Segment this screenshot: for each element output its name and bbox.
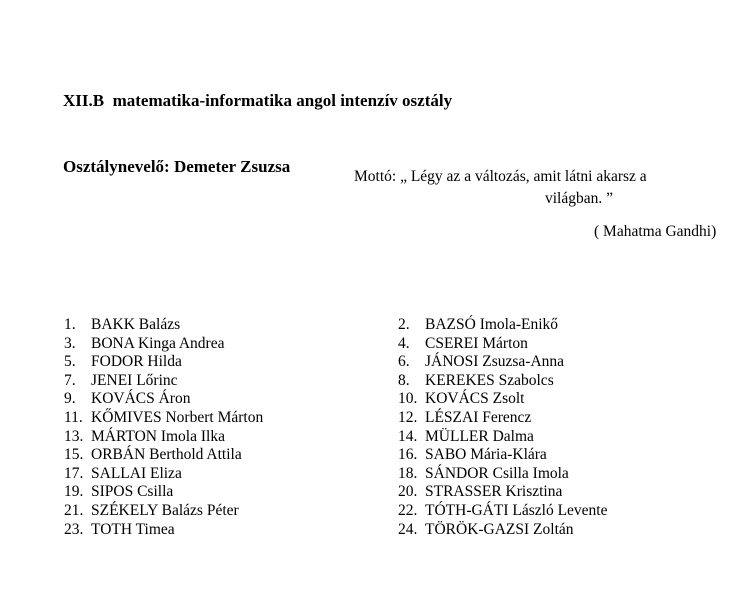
list-item [398,446,607,465]
list-item [64,409,263,428]
student-name: MÜLLER Dalma [425,427,534,445]
motto-line-2: világban. ” [545,190,614,207]
list-item [64,390,263,409]
student-name: ORBÁN Berthold Attila [91,446,242,464]
list-item-number: 17. [64,464,84,482]
list-item-number: 7. [64,371,76,389]
student-name: KŐMIVES Norbert Márton [91,408,264,426]
list-item [64,428,263,447]
list-item [398,465,607,484]
student-list-right [398,316,607,539]
student-name: STRASSER Krisztina [425,483,563,501]
list-item [64,502,263,521]
motto-attribution: ( Mahatma Gandhi) [594,223,717,240]
list-item-number: 24. [398,520,418,538]
list-item [64,465,263,484]
list-item [64,353,263,372]
student-name: TÖRÖK-GAZSI Zoltán [425,520,574,538]
list-item-number: 20. [398,483,418,501]
list-item-number: 19. [64,483,84,501]
student-name: SZÉKELY Balázs Péter [91,501,239,519]
list-item-number: 10. [398,390,418,408]
student-name: BAKK Balázs [91,316,181,333]
list-item-number: 3. [64,334,76,352]
student-name: SABO Mária-Klára [425,446,547,464]
student-name: LÉSZAI Ferencz [425,408,532,426]
list-item [398,521,607,540]
student-name: SÁNDOR Csilla Imola [425,464,569,482]
list-item-number: 9. [64,390,76,408]
list-item [64,372,263,391]
student-name: JÁNOSI Zsuzsa-Anna [425,353,565,371]
list-item [398,390,607,409]
list-item [64,483,263,502]
list-item-number: 2. [398,316,410,333]
list-item-number: 12. [398,408,418,426]
student-name: BONA Kinga Andrea [91,334,225,352]
student-name: SALLAI Eliza [91,464,182,482]
class-title: XII.B matematika-informatika angol intenzív osztály [63,91,453,110]
class-teacher-line: Osztálynevelő: Demeter Zsuzsa [63,157,291,176]
student-name: MÁRTON Imola Ilka [91,427,225,445]
student-name: JENEI Lőrinc [91,371,178,389]
list-item [64,446,263,465]
student-name: KEREKES Szabolcs [425,371,554,389]
student-name: CSEREI Márton [425,334,528,352]
student-name: TOTH Timea [91,520,175,538]
list-item-number: 13. [64,427,84,445]
student-name: TÓTH-GÁTI László Levente [425,501,608,519]
student-name: BAZSÓ Imola-Enikő [425,316,559,333]
student-name: SIPOS Csilla [91,483,174,501]
student-name: FODOR Hilda [91,353,182,371]
student-name: KOVÁCS Áron [91,390,191,408]
motto-line-1: Mottó: „ Légy az a változás, amit látni akarsz a [354,168,647,185]
list-item-number: 1. [64,316,76,333]
list-item [398,353,607,372]
list-item-number: 11. [64,408,83,426]
list-item [64,335,263,354]
list-item-number: 8. [398,371,410,389]
list-item-number: 15. [64,446,84,464]
list-item-number: 14. [398,427,418,445]
list-item-number: 4. [398,334,410,352]
list-item [398,335,607,354]
list-item-number: 5. [64,353,76,371]
list-item [398,372,607,391]
student-list-left [64,316,263,539]
document-header [63,46,452,222]
list-item [64,521,263,540]
list-item-number: 22. [398,501,418,519]
list-item-number: 16. [398,446,418,464]
list-item [398,409,607,428]
list-item [398,316,607,335]
list-item-number: 18. [398,464,418,482]
list-item [398,502,607,521]
list-item [398,428,607,447]
list-item [64,316,263,335]
list-item [398,483,607,502]
list-item-number: 21. [64,501,84,519]
student-name: KOVÁCS Zsolt [425,390,525,408]
list-item-number: 6. [398,353,410,371]
list-item-number: 23. [64,520,84,538]
